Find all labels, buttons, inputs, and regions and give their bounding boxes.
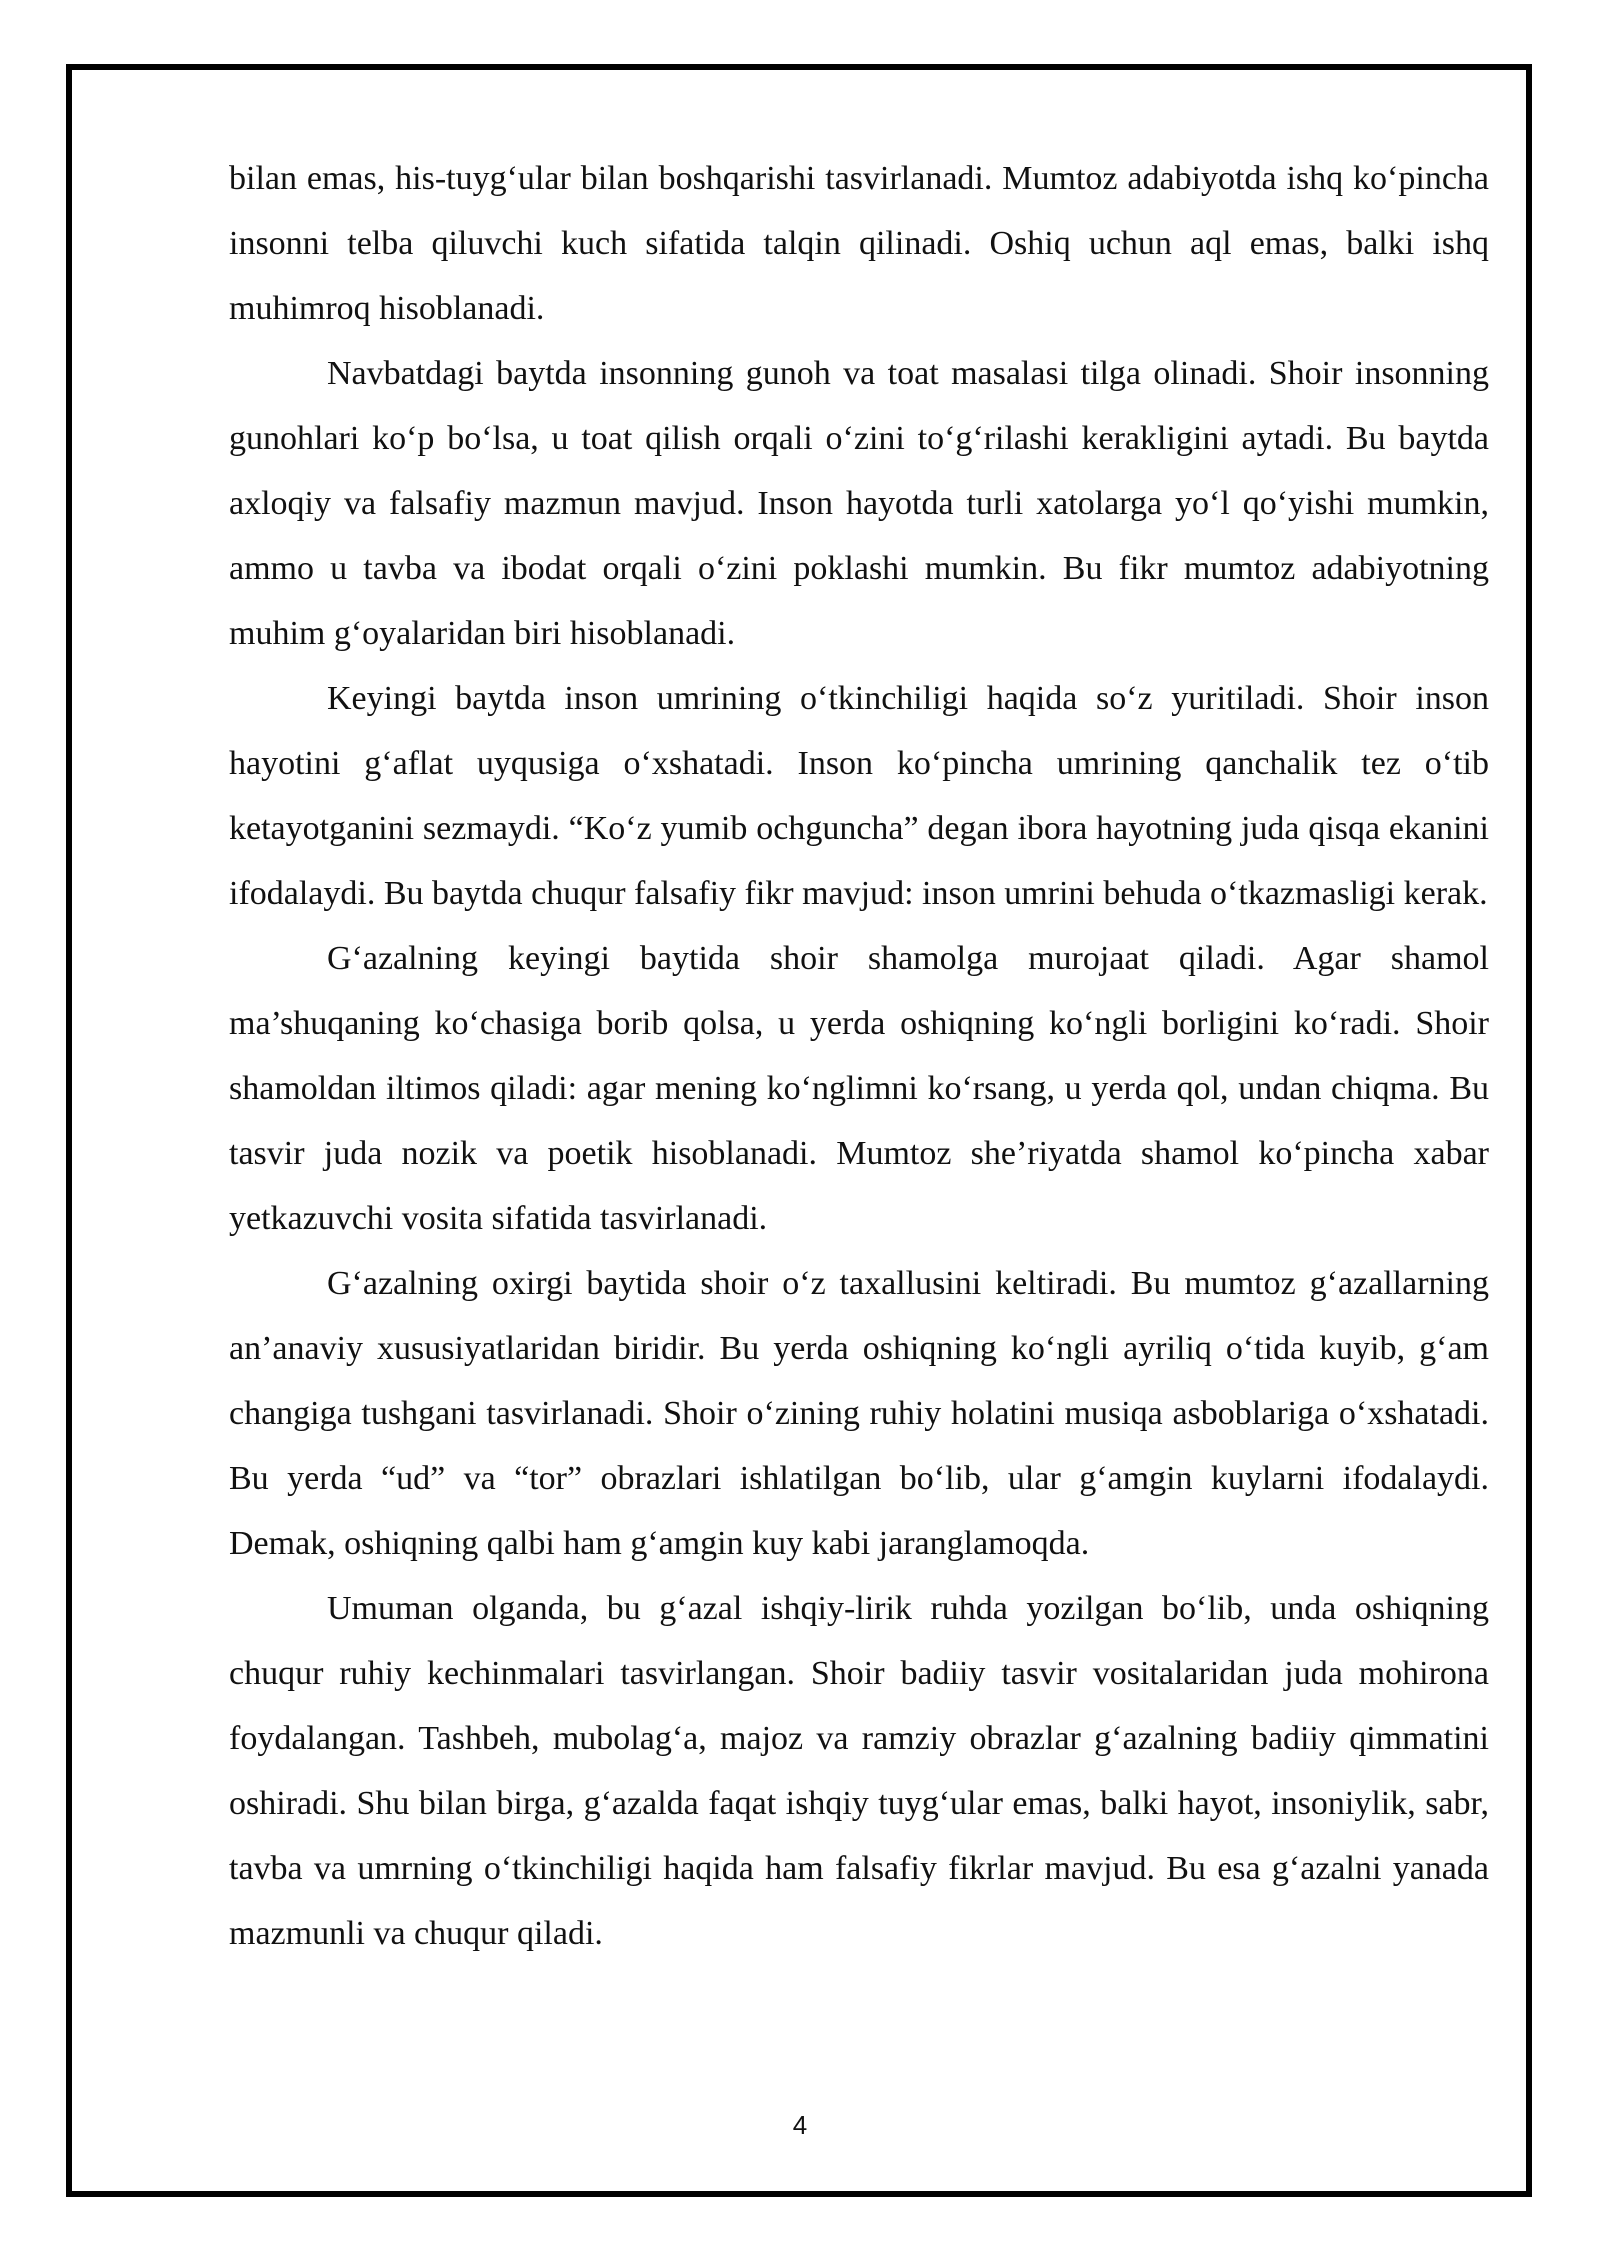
page-number: 4 xyxy=(792,2110,808,2140)
document-body xyxy=(229,146,1489,1966)
paragraph-gunoh-toat: Navbatdagi baytda insonning gunoh va toat masalasi tilga olinadi. Shoir insonning gunohlari ko‘p bo‘lsa, u toat qilish orqali o‘zini to‘g‘rilashi kerakligini aytadi. Bu baytda axloqiy va falsafiy mazmun mavjud. Inson hayotda turli xatolarga yo‘l qo‘yishi mumkin, ammo u tavba va ibodat orqali o‘zini poklashi mumkin. Bu fikr mumtoz adabiyotning muhim g‘oyalaridan biri hisoblanadi. xyxy=(229,355,1489,652)
paragraph-umr-otkinchiligi: Keyingi baytda inson umrining o‘tkinchiligi haqida so‘z yuritiladi. Shoir inson hayotini g‘aflat uyqusiga o‘xshatadi. Inson ko‘pincha umrining qanchalik tez o‘tib ketayotganini sezmaydi. “Ko‘z yumib ochguncha” degan ibora hayotning juda qisqa ekanini ifodalaydi. Bu baytda chuqur falsafiy fikr mavjud: inson umrini behuda o‘tkazmasligi kerak. xyxy=(229,680,1489,912)
paragraph-continuation: bilan emas, his-tuyg‘ular bilan boshqarishi tasvirlanadi. Mumtoz adabiyotda ishq ko‘pincha insonni telba qiluvchi kuch sifatida talqin qilinadi. Oshiq uchun aql emas, balki ishq muhimroq hisoblanadi. xyxy=(229,160,1489,327)
paragraph-shamol: G‘azalning keyingi baytida shoir shamolga murojaat qiladi. Agar shamol ma’shuqaning ko‘chasiga borib qolsa, u yerda oshiqning ko‘ngli borligini ko‘radi. Shoir shamoldan iltimos qiladi: agar mening ko‘nglimni ko‘rsang, u yerda qol, undan chiqma. Bu tasvir juda nozik va poetik hisoblanadi. Mumtoz she’riyatda shamol ko‘pincha xabar yetkazuvchi vosita sifatida tasvirlanadi. xyxy=(229,940,1489,1237)
paragraph-conclusion: Umuman olganda, bu g‘azal ishqiy-lirik ruhda yozilgan bo‘lib, unda oshiqning chuqur ruhiy kechinmalari tasvirlangan. Shoir badiiy tasvir vositalaridan juda mohirona foydalangan. Tashbeh, mubolag‘a, majoz va ramziy obrazlar g‘azalning badiiy qimmatini oshiradi. Shu bilan birga, g‘azalda faqat ishqiy tuyg‘ular emas, balki hayot, insoniylik, sabr, tavba va umrning o‘tkinchiligi haqida ham falsafiy fikrlar mavjud. Bu esa g‘azalni yanada mazmunli va chuqur qiladi. xyxy=(229,1590,1489,1952)
paragraph-taxallus: G‘azalning oxirgi baytida shoir o‘z taxallusini keltiradi. Bu mumtoz g‘azallarning an’anaviy xususiyatlaridan biridir. Bu yerda oshiqning ko‘ngli ayriliq o‘tida kuyib, g‘am changiga tushgani tasvirlanadi. Shoir o‘zining ruhiy holatini musiqa asboblariga o‘xshatadi. Bu yerda “ud” va “tor” obrazlari ishlatilgan bo‘lib, ular g‘amgin kuylarni ifodalaydi. Demak, oshiqning qalbi ham g‘amgin kuy kabi jaranglamoqda. xyxy=(229,1265,1489,1562)
